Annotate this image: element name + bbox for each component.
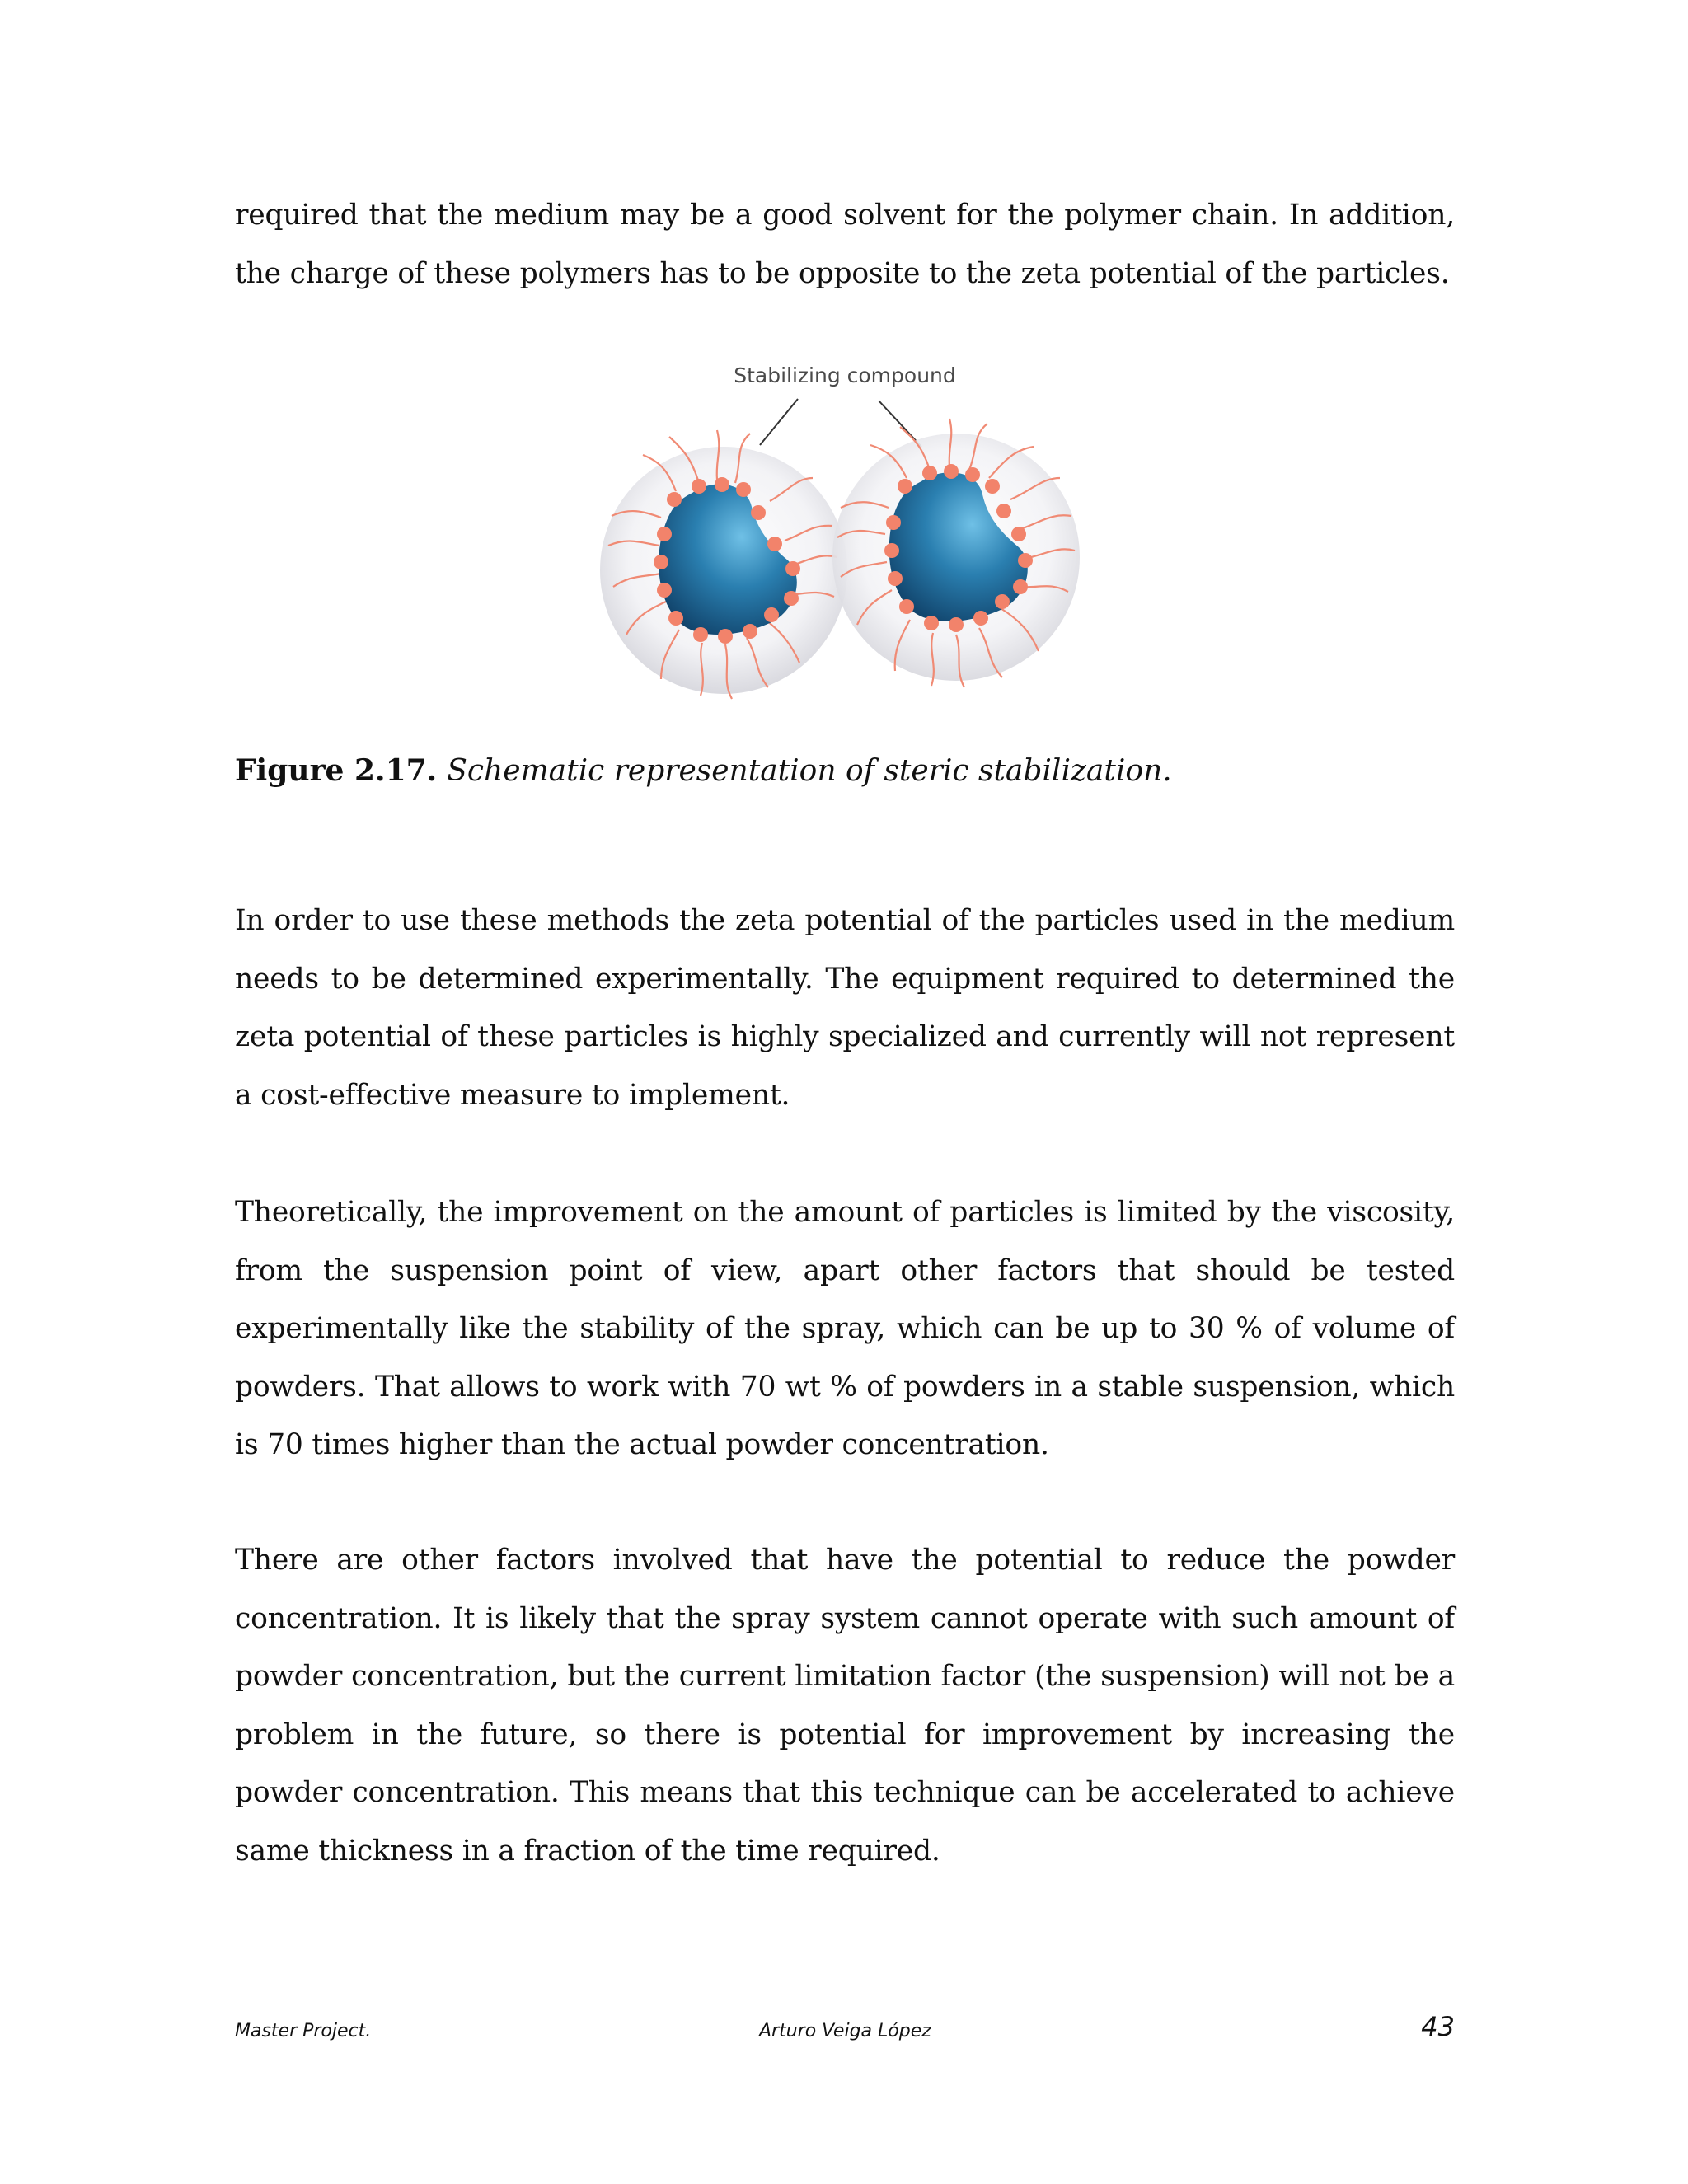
label-pointer-left (760, 399, 798, 445)
particle-right (832, 419, 1080, 687)
figure-caption-label: Figure 2.17. (235, 753, 438, 788)
steric-stabilization-illustration (593, 354, 1096, 742)
page-footer (235, 2011, 1455, 2052)
footer-project-title: Master Project. (235, 2021, 372, 2041)
steric-stabilization-figure (593, 354, 1096, 742)
paragraph-intro: required that the medium may be a good solvent for the polymer chain. In addition, the charge of these polymers has to be opposite to the zeta potential of the particles. (235, 199, 1455, 290)
paragraph-other-factors: There are other factors involved that have the potential to reduce the powder concentration. It is likely that the spray system cannot operate with such amount of powder concentration, but the current limitation factor (the suspension) will not be a problem in the future, so there is potential for improvement by increasing the powder concentration. This means that this technique can be accelerated to achieve same thickness in a fraction of the time required. (235, 1544, 1455, 1868)
label-pointer-right (879, 401, 921, 447)
figure-caption (235, 750, 1172, 792)
paragraph-theoretical-limit: Theoretically, the improvement on the amount of particles is limited by the viscosity, from the suspension point of view, apart other factors that should be tested experimentally like the stability of the spray, which can be up to 30 % of volume of powders. That allows to work with 70 wt % of powders in a stable suspension, which is 70 times higher than the actual powder concentration. (235, 1196, 1455, 1461)
page-number: 43 (1421, 2011, 1455, 2042)
figure-caption-text: Schematic representation of steric stabilization. (447, 754, 1172, 788)
particle-left (600, 430, 847, 699)
paragraph-zeta-potential: In order to use these methods the zeta potential of the particles used in the medium needs to be determined experimentally. The equipment required to determined the zeta potential of these particles is highly specialized and currently will not represent a cost-effective measure to implement. (235, 904, 1455, 1112)
stabilizing-compound-label: Stabilizing compound (734, 363, 956, 387)
footer-author: Arturo Veiga López (759, 2021, 931, 2041)
